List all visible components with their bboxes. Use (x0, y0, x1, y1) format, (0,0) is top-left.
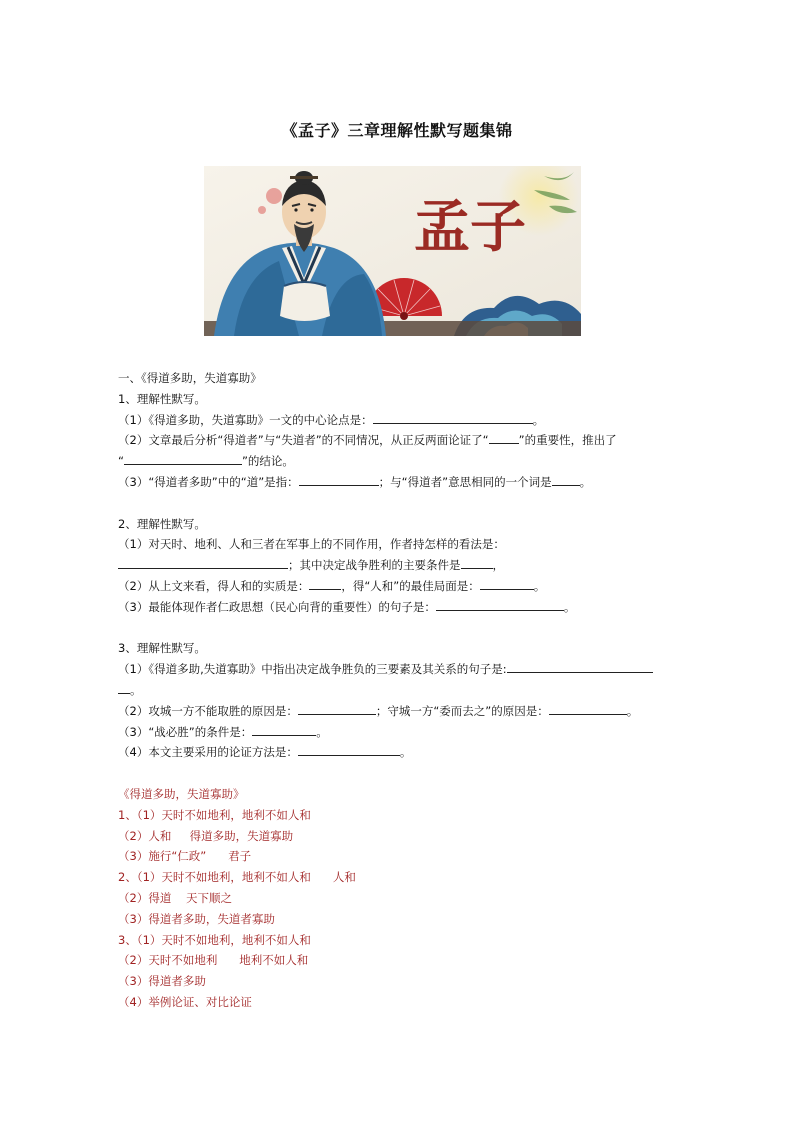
banner-calligraphy-text: 孟子 (414, 194, 526, 260)
q3-item1-blank2[interactable] (118, 681, 130, 694)
answer-line: （2）人和 得道多助，失道寡助 (118, 828, 294, 843)
q3-item3-blank[interactable] (252, 723, 316, 736)
answer-line: （3）得道者多助，失道者寡助 (118, 911, 275, 926)
q1-item3-blank2[interactable] (552, 473, 580, 486)
mencius-banner-image (204, 166, 581, 336)
q2-item3: （3）最能体现作者仁政思想（民心向背的重要性）的句子是： 。 (118, 599, 576, 614)
q2-item1-blank2[interactable] (461, 556, 493, 569)
q1-heading: 1、理解性默写。 (118, 391, 206, 406)
q2-item2-blank2[interactable] (480, 577, 534, 590)
q3-item4: （4）本文主要采用的论证方法是： 。 (118, 745, 412, 760)
answer-line: 2、（1）天时不如地利，地利不如人和 人和 (118, 870, 356, 885)
q2-item1-cont: ；其中决定战争胜利的主要条件是 ， (118, 555, 678, 576)
answer-heading: 《得道多助，失道寡助》 (118, 786, 245, 801)
q3-item1-cont: 。 (118, 680, 678, 701)
q3-heading: 3、理解性默写。 (118, 641, 206, 656)
answer-line: 3、（1）天时不如地利，地利不如人和 (118, 932, 311, 947)
q1-item2-text: （2）文章最后分析“得道者”与“失道者”的不同情况，从正反两面论证了“ (118, 433, 489, 448)
q3-item3: （3）“战必胜”的条件是： 。 (118, 724, 328, 739)
q1-item3: （3）“得道者多助”中的“道”是指： ；与“得道者”意思相同的一个词是 。 (118, 474, 592, 489)
q3-item1-blank1[interactable] (507, 660, 653, 673)
answer-section (118, 784, 678, 1013)
answer-line: （2）天时不如地利 地利不如人和 (118, 953, 309, 968)
q2-item1: （1）对天时、地利、人和三者在军事上的不同作用，作者持怎样的看法是： (118, 537, 505, 552)
q2-item2: （2）从上文来看，得人和的实质是： ，得“人和”的最佳局面是： 。 (118, 578, 546, 593)
answer-line: 1、（1）天时不如地利，地利不如人和 (118, 807, 311, 822)
q1-item1: （1）《得道多助，失道寡助》一文的中心论点是： 。 (118, 412, 545, 427)
q3-item2-blank2[interactable] (549, 702, 627, 715)
question-content (118, 368, 678, 1013)
q3-item2: （2）攻城一方不能取胜的原因是： ；守城一方“委而去之”的原因是： 。 (118, 703, 639, 718)
document-title: 《孟子》三章理解性默写题集锦 (281, 121, 513, 140)
mencius-illustration (204, 166, 581, 336)
q1-item3-text: （3）“得道者多助”中的“道”是指： (118, 474, 299, 489)
q2-item3-blank[interactable] (436, 598, 564, 611)
answer-line: （3）得道者多助 (118, 974, 206, 989)
answer-line: （3）施行“仁政” 君子 (118, 849, 252, 864)
q2-item1-blank1[interactable] (118, 556, 288, 569)
q1-item2-blank1[interactable] (489, 431, 519, 444)
q2-item2-blank1[interactable] (309, 577, 341, 590)
q3-item1: （1）《得道多助,失道寡助》中指出决定战争胜负的三要素及其关系的句子是: (118, 659, 678, 680)
q1-item2-blank2[interactable] (124, 452, 242, 465)
q3-item2-blank1[interactable] (298, 702, 376, 715)
q2-heading: 2、理解性默写。 (118, 516, 206, 531)
q1-item3-blank1[interactable] (299, 473, 379, 486)
section1-heading: 一、《得道多助，失道寡助》 (118, 371, 262, 385)
q1-item1-text: （1）《得道多助，失道寡助》一文的中心论点是： (118, 412, 373, 427)
q1-item2-cont: “ ”的结论。 (118, 454, 294, 469)
q1-item1-blank[interactable] (373, 411, 533, 424)
answer-line: （2）得道 天下顺之 (118, 890, 232, 905)
answer-line: （4）举例论证、对比论证 (118, 994, 252, 1009)
q3-item4-blank[interactable] (298, 743, 400, 756)
q1-item2: （2）文章最后分析“得道者”与“失道者”的不同情况，从正反两面论证了“ ”的重要性，推出了 (118, 433, 617, 448)
